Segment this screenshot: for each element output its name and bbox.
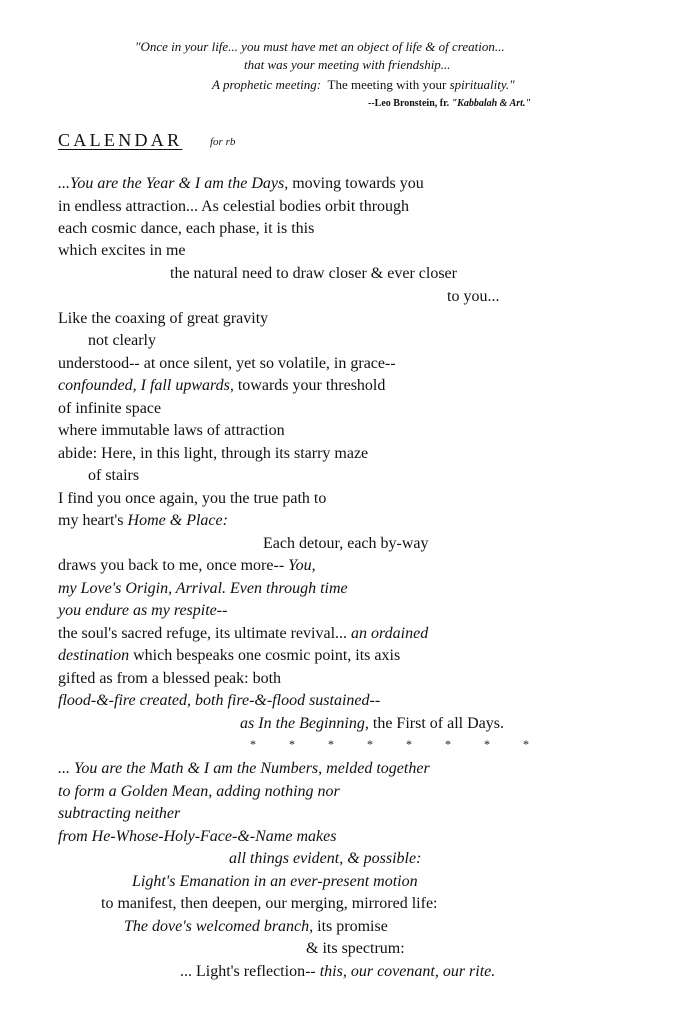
epigraph-line-3 — [212, 77, 515, 93]
stanza1-line-12: where immutable laws of attraction — [58, 422, 285, 439]
stanza1-line-25 — [240, 714, 504, 734]
stanza2-line-2 — [58, 782, 340, 802]
epigraph-attribution — [368, 98, 531, 109]
stanza1-line-10-italic: confounded, I fall upwards, — [58, 377, 234, 394]
stanza1-line-4: which excites in me — [58, 242, 186, 259]
epigraph-line-3-lead: A prophetic meeting: — [212, 77, 322, 92]
stanza1-line-9: understood-- at once silent, yet so volatile, in grace-- — [58, 355, 396, 372]
stanza2-line-3 — [58, 804, 180, 824]
separator-star: * — [445, 737, 451, 751]
stanza1-line-18 — [58, 556, 316, 576]
stanza1-line-13: abide: Here, in this light, through its starry maze — [58, 445, 369, 462]
separator-star: * — [250, 737, 256, 751]
epigraph-line-2: that was your meeting with friendship... — [244, 57, 451, 72]
stanza2-line-6-italic: Light's Emanation in an ever-present motion — [132, 873, 418, 890]
stanza1-line-1-italic: ...You are the Year & I am the Days, — [58, 175, 289, 192]
stanza1-line-21-italic: an ordained — [351, 625, 429, 642]
stanza2-line-5 — [229, 849, 421, 869]
attribution-author: --Leo Bronstein, fr. — [368, 98, 450, 109]
stanza1-line-6: to you... — [447, 288, 500, 305]
separator-star: * — [523, 737, 529, 751]
stanza1-line-20-italic: you endure as my respite-- — [58, 602, 228, 619]
stanza1-line-18-italic: You, — [288, 557, 316, 574]
stanza1-line-25-italic: In the Beginning, — [258, 715, 369, 732]
separator-star: * — [367, 737, 373, 751]
stanza2-line-5-italic: all things evident, & possible: — [229, 850, 422, 867]
separator-star: * — [289, 737, 295, 751]
stanza2-line-8-rest: its promise — [313, 918, 388, 935]
stanza1-line-25-as: as — [240, 715, 259, 732]
separator-star: * — [484, 737, 490, 751]
stanza2-line-8 — [124, 917, 388, 937]
stanza1-line-25-rest: the First of all Days. — [368, 715, 504, 732]
stanza1-line-10 — [58, 376, 385, 396]
stanza1-line-16-lead: my heart's — [58, 512, 128, 529]
stanza1-line-17: Each detour, each by-way — [263, 535, 429, 552]
stanza1-line-23: gifted as from a blessed peak: both — [58, 670, 282, 687]
stanza1-line-5: the natural need to draw closer & ever closer — [170, 265, 457, 282]
stanza1-line-1 — [58, 174, 424, 194]
stanza1-line-14: of stairs — [88, 467, 140, 484]
stanza1-line-22-rest: which bespeaks one cosmic point, its axis — [129, 647, 401, 664]
stanza1-line-21 — [58, 624, 428, 644]
stanza2-line-9: & its spectrum: — [306, 940, 405, 957]
stanza1-line-2: in endless attraction... As celestial bodies orbit through — [58, 198, 410, 215]
attribution-source: "Kabbalah & Art." — [451, 98, 531, 109]
stanza1-line-16-italic: Home & Place: — [127, 512, 228, 529]
stanza2-line-6 — [132, 872, 418, 892]
stanza1-line-10-rest: towards your threshold — [233, 377, 386, 394]
stanza1-line-24-italic: flood-&-fire created, both fire-&-flood sustained-- — [58, 692, 381, 709]
stanza1-line-20 — [58, 601, 227, 621]
stanza1-line-3: each cosmic dance, each phase, it is this — [58, 220, 315, 237]
stanza2-line-1 — [58, 759, 430, 779]
separator-star: * — [328, 737, 334, 751]
stanza2-line-10-italic: this, our covenant, our rite. — [319, 963, 496, 980]
stanza2-line-7: to manifest, then deepen, our merging, mirrored life: — [101, 895, 438, 912]
stanza1-line-15: I find you once again, you the true path to — [58, 490, 327, 507]
stanza1-line-22-italic: destination — [58, 647, 130, 664]
stanza2-line-1-italic: ... You are the Math & I am the Numbers, melded together — [58, 760, 430, 777]
section-separator — [250, 737, 562, 752]
poem-dedication: for rb — [210, 136, 236, 148]
stanza1-line-7: Like the coaxing of great gravity — [58, 310, 269, 327]
stanza2-line-4 — [58, 827, 336, 847]
epigraph-line-1: "Once in your life... you must have met an object of life & of creation... — [135, 39, 505, 54]
stanza1-line-19-italic: my Love's Origin, Arrival. Even through time — [58, 580, 348, 597]
stanza1-line-11: of infinite space — [58, 400, 162, 417]
stanza2-line-10-lead: ... Light's reflection-- — [180, 963, 320, 980]
stanza1-line-24 — [58, 691, 380, 711]
separator-star: * — [406, 737, 412, 751]
poem-title: CALENDAR — [58, 130, 183, 150]
stanza1-line-19 — [58, 579, 348, 599]
stanza1-line-21-lead: the soul's sacred refuge, its ultimate revival... — [58, 625, 352, 642]
stanza2-line-4-italic: from He-Whose-Holy-Face-&-Name makes — [58, 828, 337, 845]
stanza2-line-10 — [180, 962, 495, 982]
stanza2-line-3-italic: subtracting neither — [58, 805, 181, 822]
stanza1-line-22 — [58, 646, 400, 666]
stanza1-line-16 — [58, 511, 228, 531]
stanza2-line-2-italic: to form a Golden Mean, adding nothing nor — [58, 783, 340, 800]
stanza1-line-18-lead: draws you back to me, once more-- — [58, 557, 289, 574]
epigraph-line-3-mid: The meeting with your — [327, 77, 447, 92]
stanza1-line-1-rest: moving towards you — [288, 175, 424, 192]
stanza1-line-8: not clearly — [88, 332, 156, 349]
stanza2-line-8-italic: The dove's welcomed branch, — [124, 918, 314, 935]
epigraph-line-3-end: spirituality." — [449, 77, 515, 92]
